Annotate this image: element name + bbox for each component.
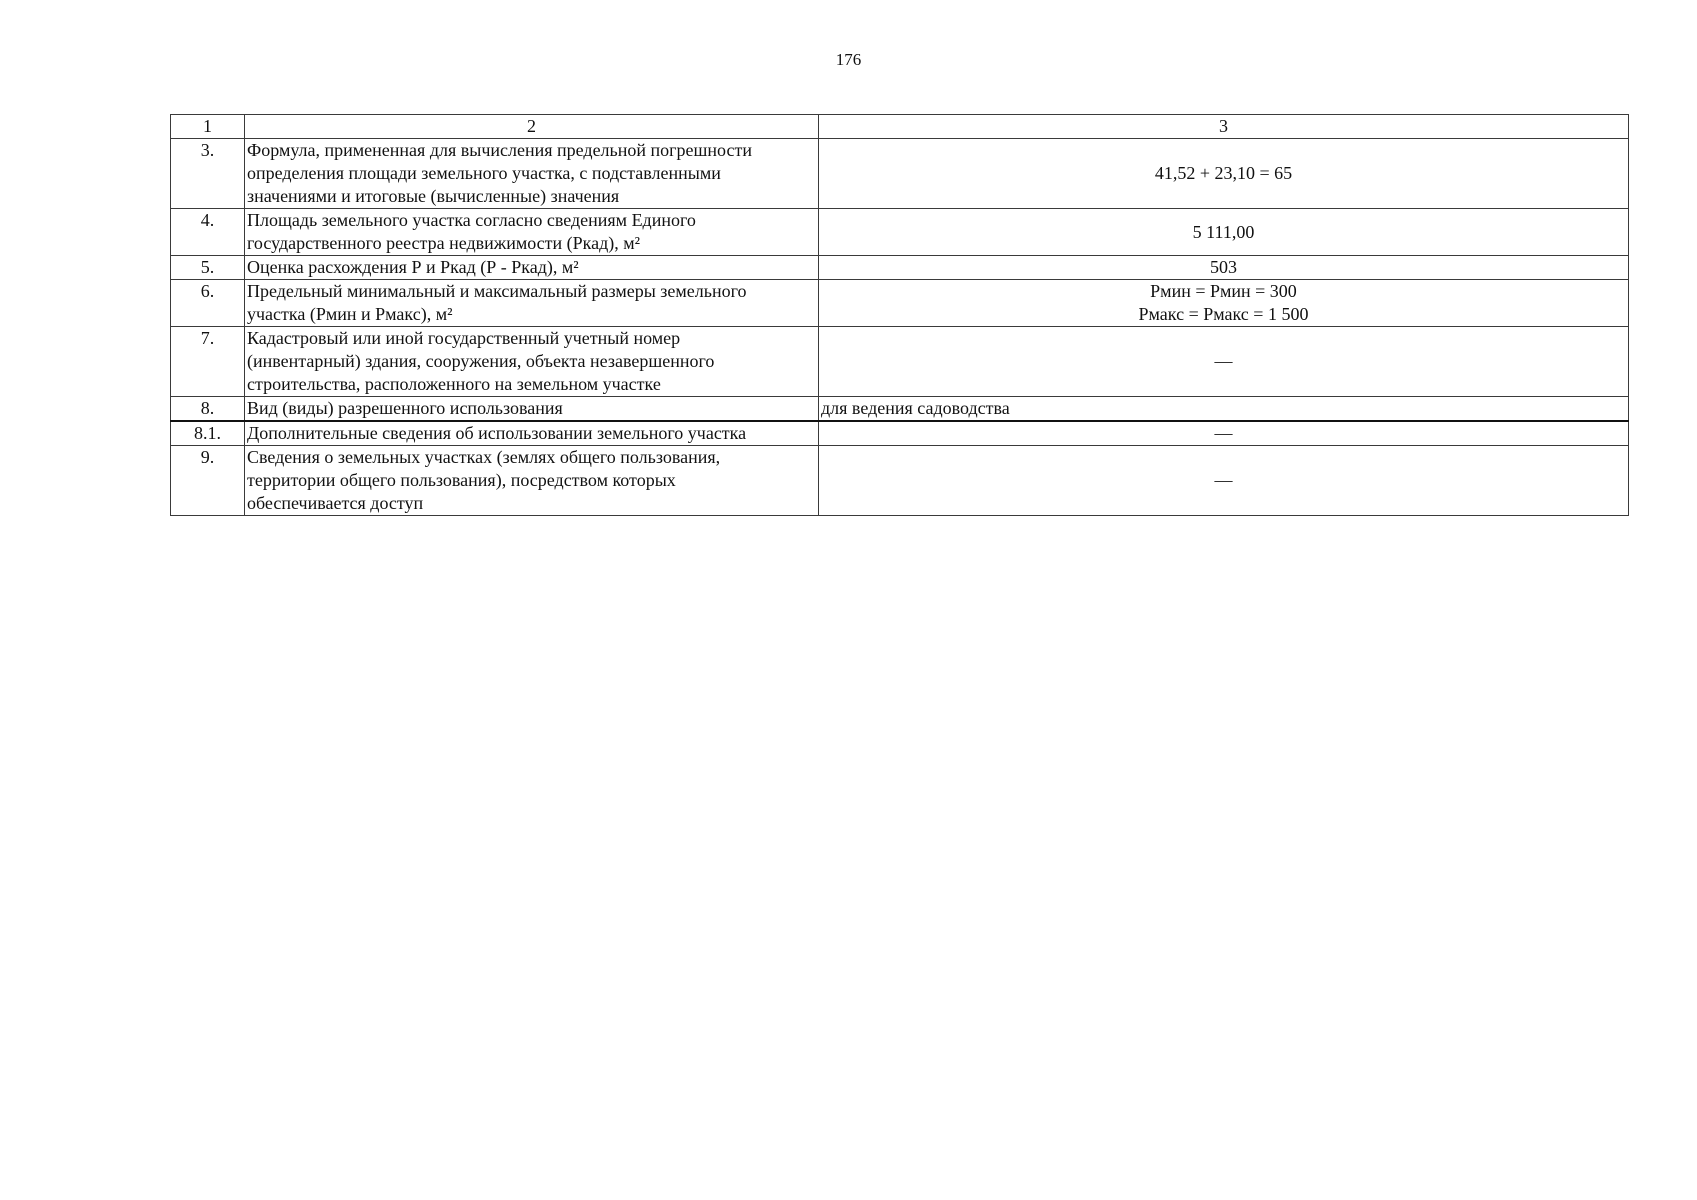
table-header-row xyxy=(171,115,1629,139)
table-row xyxy=(171,280,1629,327)
table-row xyxy=(171,256,1629,280)
row-value xyxy=(819,397,1629,422)
row-value xyxy=(819,327,1629,397)
row-label-line: Вид (виды) разрешенного использования xyxy=(247,398,563,418)
row-label-line: значениями и итоговые (вычисленные) значения xyxy=(247,186,620,206)
row-label-line: Дополнительные сведения об использовании земельного участка xyxy=(247,423,747,443)
row-label xyxy=(245,421,819,446)
row-value-line: Рмакс = Рмакс = 1 500 xyxy=(1138,304,1309,324)
row-label-line: Площадь земельного участка согласно сведениям Единого xyxy=(247,210,696,230)
row-label-line: (инвентарный) здания, сооружения, объекта незавершенного xyxy=(247,351,715,371)
row-label-line: определения площади земельного участка, с подставленными xyxy=(247,163,721,183)
row-value xyxy=(819,256,1629,280)
row-label-line: Сведения о земельных участках (землях общего пользования, xyxy=(247,447,721,467)
row-label xyxy=(245,327,819,397)
row-label xyxy=(245,280,819,327)
row-number: 8.1. xyxy=(171,421,245,446)
row-label-line: Предельный минимальный и максимальный размеры земельного xyxy=(247,281,747,301)
row-label xyxy=(245,139,819,209)
column-header-value: 3 xyxy=(819,115,1629,139)
row-value-line: 503 xyxy=(1210,257,1237,277)
row-value xyxy=(819,139,1629,209)
row-label-line: Формула, примененная для вычисления предельной погрешности xyxy=(247,140,752,160)
table-row xyxy=(171,209,1629,256)
row-value-line: — xyxy=(1214,470,1233,490)
row-label-line: обеспечивается доступ xyxy=(247,493,424,513)
row-number: 8. xyxy=(171,397,245,422)
row-label-line: государственного реестра недвижимости (Ркад), м² xyxy=(247,233,641,253)
table-row xyxy=(171,327,1629,397)
row-label-line: участка (Рмин и Рмакс), м² xyxy=(247,304,453,324)
row-number: 9. xyxy=(171,446,245,516)
row-value-line: — xyxy=(1214,351,1233,371)
table-row xyxy=(171,397,1629,422)
row-value-line: 5 111,00 xyxy=(1192,221,1255,242)
table-row xyxy=(171,446,1629,516)
row-value-line: — xyxy=(1214,423,1233,443)
row-number: 5. xyxy=(171,256,245,280)
row-value xyxy=(819,446,1629,516)
column-header-name: 2 xyxy=(245,115,819,139)
row-value-line: 41,52 + 23,10 = 65 xyxy=(1154,163,1293,183)
page-number: 176 xyxy=(835,50,862,69)
row-value xyxy=(819,421,1629,446)
row-label xyxy=(245,209,819,256)
row-label-line: строительства, расположенного на земельном участке xyxy=(247,374,661,394)
row-label xyxy=(245,397,819,422)
row-label xyxy=(245,446,819,516)
row-number: 4. xyxy=(171,209,245,256)
row-label-line: Кадастровый или иной государственный учетный номер xyxy=(247,328,681,348)
row-number: 7. xyxy=(171,327,245,397)
row-value-line: для ведения садоводства xyxy=(821,398,1010,418)
row-label xyxy=(245,256,819,280)
row-value xyxy=(819,280,1629,327)
column-header-number: 1 xyxy=(171,115,245,139)
table-row xyxy=(171,421,1629,446)
row-label-line: территории общего пользования), посредством которых xyxy=(247,470,676,490)
row-number: 6. xyxy=(171,280,245,327)
row-value-line: Рмин = Рмин = 300 xyxy=(1150,281,1297,301)
row-value xyxy=(819,209,1629,256)
row-number: 3. xyxy=(171,139,245,209)
table-row xyxy=(171,139,1629,209)
land-plot-info-table xyxy=(170,114,1629,516)
row-label-line: Оценка расхождения Р и Ркад (Р - Ркад), м² xyxy=(247,257,579,277)
